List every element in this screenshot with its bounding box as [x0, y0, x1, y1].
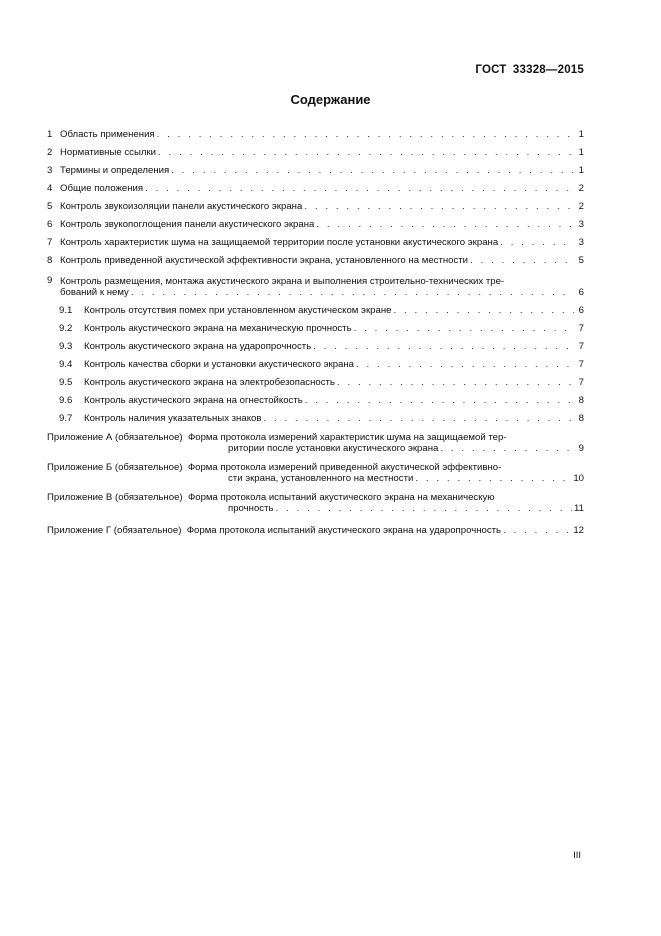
toc-subentry[interactable] — [47, 370, 584, 388]
toc-entry-title: Контроль наличия указательных знаков — [84, 413, 262, 424]
toc-entry[interactable] — [47, 122, 584, 140]
appendix-title: Форма протокола испытаний акустического экрана на ударопрочность — [186, 525, 502, 536]
toc-entry-page: 3 — [578, 219, 584, 230]
toc-entry-number: 5 — [47, 201, 53, 212]
toc-entry[interactable] — [47, 194, 584, 212]
toc-subentry[interactable] — [47, 352, 584, 370]
toc-entry-number: 7 — [47, 237, 53, 248]
toc-subentry[interactable] — [47, 388, 584, 406]
toc-entry-number: 3 — [47, 165, 53, 176]
toc-entry-page: 7 — [578, 359, 584, 370]
dot-leader — [131, 287, 574, 298]
toc-entry-title: Контроль характеристик шума на защищаемой территории после установки акустического экрана — [60, 237, 499, 248]
toc-entry-number: 8 — [47, 255, 53, 266]
toc-entry[interactable] — [47, 176, 584, 194]
toc-entry-title-continued: бований к нему — [60, 287, 129, 298]
toc-appendix-v[interactable] — [47, 484, 584, 514]
toc-entry-page: 2 — [578, 201, 584, 212]
toc-entry-page: 3 — [578, 237, 584, 248]
toc-entry-title: Нормативные ссылки — [60, 147, 157, 158]
toc-entry-page: 1 — [578, 165, 584, 176]
toc-entry-number: 2 — [47, 147, 53, 158]
toc-entry-page: 11 — [574, 503, 584, 514]
dot-leader — [316, 219, 574, 230]
toc-entry-title: Контроль акустического экрана на механическую прочность — [84, 323, 352, 334]
dot-leader — [337, 377, 574, 388]
toc-entry-title: Контроль звукопоглощения панели акустического экрана — [60, 219, 315, 230]
page-number: III — [573, 850, 581, 861]
toc-entry-title: Область применения — [60, 129, 155, 140]
toc-appendix-g[interactable] — [47, 514, 584, 536]
table-of-contents — [47, 122, 584, 536]
dot-leader — [171, 165, 574, 176]
toc-entry-number: 9.4 — [59, 359, 73, 370]
document-id: ГОСТ 33328—2015 — [475, 64, 584, 76]
appendix-prefix: Приложение А (обязательное) — [47, 432, 183, 443]
dot-leader — [263, 413, 574, 424]
dot-leader — [354, 323, 574, 334]
dot-leader — [158, 147, 574, 158]
toc-entry-number: 9.3 — [59, 341, 73, 352]
toc-entry[interactable] — [47, 266, 584, 298]
toc-entry-page: 7 — [578, 341, 584, 352]
toc-entry-number: 9.1 — [59, 305, 73, 316]
appendix-title-continued: прочность — [228, 503, 274, 514]
dot-leader — [415, 473, 571, 484]
toc-entry[interactable] — [47, 248, 584, 266]
toc-entry-number: 9.2 — [59, 323, 73, 334]
toc-subentry[interactable] — [47, 334, 584, 352]
appendix-title: Форма протокола испытаний акустического экрана на механическую — [187, 492, 495, 503]
dot-leader — [305, 395, 574, 406]
toc-entry-title: Контроль отсутствия помех при установленном акустическом экране — [84, 305, 392, 316]
toc-entry[interactable] — [47, 158, 584, 176]
toc-entry-title: Контроль акустического экрана на ударопрочность — [84, 341, 312, 352]
toc-subentry[interactable] — [47, 316, 584, 334]
appendix-prefix: Приложение Б (обязательное) — [47, 462, 183, 473]
dot-leader — [157, 129, 574, 140]
toc-entry-number: 1 — [47, 129, 53, 140]
toc-subentry[interactable] — [47, 406, 584, 424]
toc-entry-title: Контроль акустического экрана на электробезопасность — [84, 377, 335, 388]
toc-entry-page: 1 — [578, 147, 584, 158]
appendix-title-continued: ритории после установки акустического экрана — [228, 443, 439, 454]
toc-entry-page: 10 — [573, 473, 584, 484]
appendix-title-continued: сти экрана, установленного на местности — [228, 473, 414, 484]
toc-subentry[interactable] — [47, 298, 584, 316]
appendix-prefix: Приложение В (обязательное) — [47, 492, 183, 503]
toc-title: Содержание — [290, 92, 371, 107]
toc-entry-page: 8 — [578, 395, 584, 406]
toc-entry-title: Контроль приведенной акустической эффективности экрана, установленного на местности — [60, 255, 469, 266]
toc-entry-number: 9 — [47, 275, 53, 286]
dot-leader — [500, 237, 574, 248]
toc-entry-page: 1 — [578, 129, 584, 140]
toc-entry-title: Контроль размещения, монтажа акустического экрана и выполнения строительно-технических тре- — [60, 276, 505, 287]
dot-leader — [393, 305, 574, 316]
toc-entry-page: 2 — [578, 183, 584, 194]
toc-entry-title: Контроль акустического экрана на огнестойкость — [84, 395, 303, 406]
toc-appendix-a[interactable] — [47, 424, 584, 454]
toc-entry[interactable] — [47, 140, 584, 158]
toc-entry-number: 6 — [47, 219, 53, 230]
dot-leader — [313, 341, 574, 352]
dot-leader — [304, 201, 574, 212]
appendix-title: Форма протокола измерений приведенной акустической эффективно- — [187, 462, 502, 473]
toc-entry-title: Термины и определения — [60, 165, 170, 176]
toc-entry-number: 4 — [47, 183, 53, 194]
toc-entry-page: 12 — [573, 525, 584, 536]
toc-entry[interactable] — [47, 212, 584, 230]
appendix-prefix: Приложение Г (обязательное) — [47, 525, 182, 536]
dot-leader — [470, 255, 574, 266]
toc-entry-page: 6 — [578, 305, 584, 316]
toc-entry-page: 6 — [578, 287, 584, 298]
dot-leader — [440, 443, 574, 454]
toc-entry-title: Контроль звукоизоляции панели акустического экрана — [60, 201, 303, 212]
appendix-title: Форма протокола измерений характеристик шума на защищаемой тер- — [187, 432, 507, 443]
toc-entry-number: 9.7 — [59, 413, 73, 424]
toc-entry-number: 9.5 — [59, 377, 73, 388]
toc-entry[interactable] — [47, 230, 584, 248]
toc-entry-title: Контроль качества сборки и установки акустического экрана — [84, 359, 354, 370]
toc-entry-page: 9 — [578, 443, 584, 454]
toc-entry-page: 5 — [578, 255, 584, 266]
toc-entry-page: 7 — [578, 323, 584, 334]
dot-leader — [145, 183, 574, 194]
dot-leader — [356, 359, 574, 370]
dot-leader — [275, 503, 572, 514]
toc-entry-page: 7 — [578, 377, 584, 388]
toc-appendix-b[interactable] — [47, 454, 584, 484]
toc-entry-number: 9.6 — [59, 395, 73, 406]
dot-leader — [503, 525, 571, 536]
toc-entry-title: Общие положения — [60, 183, 144, 194]
toc-entry-page: 8 — [578, 413, 584, 424]
